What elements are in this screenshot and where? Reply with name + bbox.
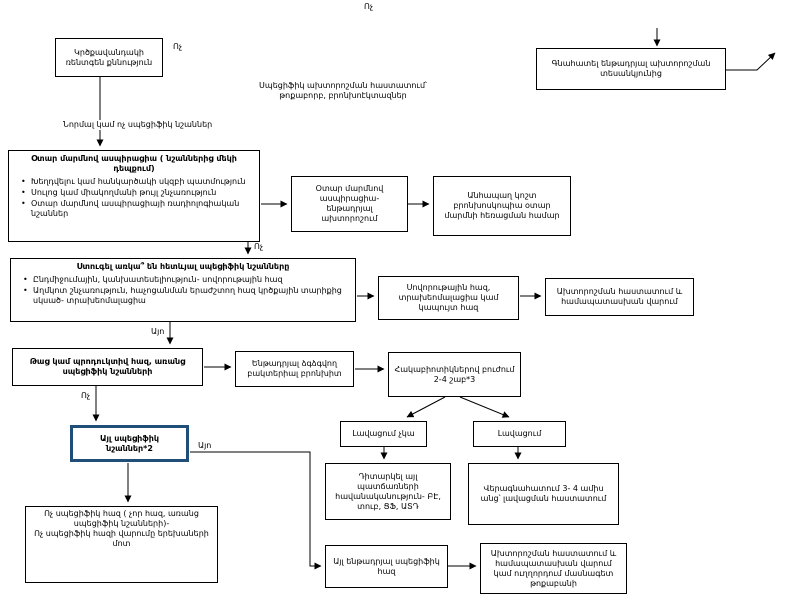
node-nonspecific-cough	[25, 506, 218, 583]
node-final-confirm-refer	[480, 543, 627, 594]
node-no-improvement-text: Լավացում չկա	[352, 429, 415, 438]
foreign-body-bullet-list	[15, 177, 253, 219]
node-confirm-manage-text: Ախտորոշման հաստատում և համապատասխան վարում	[556, 287, 683, 306]
check-signs-bullet: • Աղմկոտ շնչառություն, հաչոցանման երաժշտող հազ կրծքային տարիքից սկսած- տրախեոմալացիա	[33, 286, 349, 306]
label-no-foreign-body: Ոչ	[254, 242, 264, 251]
node-confirm-manage	[545, 278, 694, 316]
node-check-specific-signs	[10, 258, 356, 322]
node-bronchoscopy-text: Անհապաղ կոշտ բրոնխոսկոպիա օտար մարմնի հեռացման համար	[444, 191, 560, 220]
node-protracted-bacterial-bronchitis	[235, 351, 354, 387]
node-habit-cough-text: Սովորութային հազ, տրախեոմալացիա կամ կապույտ հազ	[398, 283, 499, 312]
label-no-top: Ոչ	[364, 2, 374, 11]
node-improvement	[473, 421, 566, 447]
node-no-improvement	[340, 421, 427, 447]
node-antibiotics-text: Հակաբիոտիկներով բուժում 2-4 շաբ*3	[394, 364, 515, 384]
foreign-body-bullet: • Օտար մարմնով ասպիրացիայի ռադիոլոգիական նշաններ	[31, 199, 253, 219]
foreign-body-bullet: • Սուլոց կամ միակողմանի թույլ շնչառություն	[31, 188, 253, 198]
label-no-wet: Ոչ	[81, 391, 91, 400]
node-reassess-text: Վերագնահատում 3- 4 ամիս անց՝ լավացման հաստատում	[480, 484, 607, 503]
check-signs-bullet: • Ընդմիջումային, կանխատեսելիություն- սովորութային հազ	[33, 275, 349, 285]
node-other-specific-signs-text: Այլ սպեցիֆիկ նշաններ*2	[99, 433, 160, 453]
connector-line	[460, 397, 509, 417]
node-check-signs-title: Ստուգել առկա՞ են հետևյալ սպեցիֆիկ նշանները	[76, 262, 290, 271]
foreign-body-bullet: • Խեղդվելու կամ հանկարծակի սկզբի պատմություն	[31, 177, 253, 187]
node-fb-presumed-text: Օտար մարմնով ասպիրացիա- ենթադրյալ ախտորոշում	[315, 184, 384, 223]
check-signs-bullet-list	[17, 275, 349, 306]
node-chest-xray-text: Կրծքավանդակի ռենտգեն քննություն	[65, 47, 153, 67]
node-other-specific-signs[interactable]	[70, 425, 189, 462]
label-yes-other: Այո	[198, 441, 212, 450]
node-other-presumed-specific-cough	[325, 545, 448, 588]
node-fb-presumed-diagnosis	[291, 176, 408, 232]
text-specific-diagnosis	[238, 79, 448, 109]
node-evaluate-presumed-text: Գնահատել ենթադրյալ ախտորոշման տեսանկյունից	[551, 59, 711, 78]
node-evaluate-presumed	[536, 48, 726, 90]
node-chest-xray	[55, 38, 163, 77]
node-habit-cough	[378, 276, 519, 320]
connector-line	[726, 53, 775, 70]
node-final-confirm-text: Ախտորոշման հաստատում և համապատասխան վարում կամ ուղղորդում մասնագետ թոքաբանի	[490, 548, 617, 588]
label-no-xray: Ոչ	[173, 42, 183, 51]
connector-line	[407, 397, 445, 417]
node-reassess	[468, 463, 619, 525]
node-wet-productive-cough	[12, 348, 203, 386]
node-foreign-body-aspiration	[8, 150, 260, 242]
node-nonspecific-line2: Ոչ սպեցիֆիկ հազի վարումը երեխաների մոտ	[34, 529, 209, 548]
node-consider-other-causes	[325, 463, 451, 520]
label-yes-specific: Այո	[151, 327, 165, 336]
node-improvement-text: Լավացում	[497, 429, 542, 438]
node-other-presumed-text: Այլ ենթադրյալ սպեցիֆիկ հազ	[333, 556, 440, 576]
text-specific-diagnosis-line2: թոքաբորբ, բրոնխոէկտազներ	[279, 91, 407, 100]
node-foreign-body-title: Օտար մարմնով ասպիրացիա ( նշաններից մեկի դեպքում)	[31, 154, 237, 173]
node-consider-other-text: Դիտարկել այլ պատճառների հավանականություն- ԲԷ, տուբ, ՑՖ, ԱՏԴ	[335, 471, 441, 511]
node-bronchoscopy	[433, 176, 571, 236]
node-pbb-text: Ենթադրյալ ձգձգվող բակտերիալ բրոնխիտ	[247, 359, 342, 378]
node-nonspecific-line1: Ոչ սպեցիֆիկ հազ ( չոր հազ, առանց սպեցիֆիկ նշանների)-	[44, 509, 199, 528]
node-wet-cough-text: Թաց կամ պրոդուկտիվ հազ, առանց սպեցիֆիկ նշանների	[29, 357, 186, 376]
label-normal-nonspecific: Նորմալ կամ ոչ սպեցիֆիկ նշաններ	[62, 120, 242, 130]
node-antibiotic-treatment	[388, 352, 521, 397]
text-specific-diagnosis-line1: Սպեցիֆիկ ախտորոշման հաստատում՝	[259, 81, 427, 90]
